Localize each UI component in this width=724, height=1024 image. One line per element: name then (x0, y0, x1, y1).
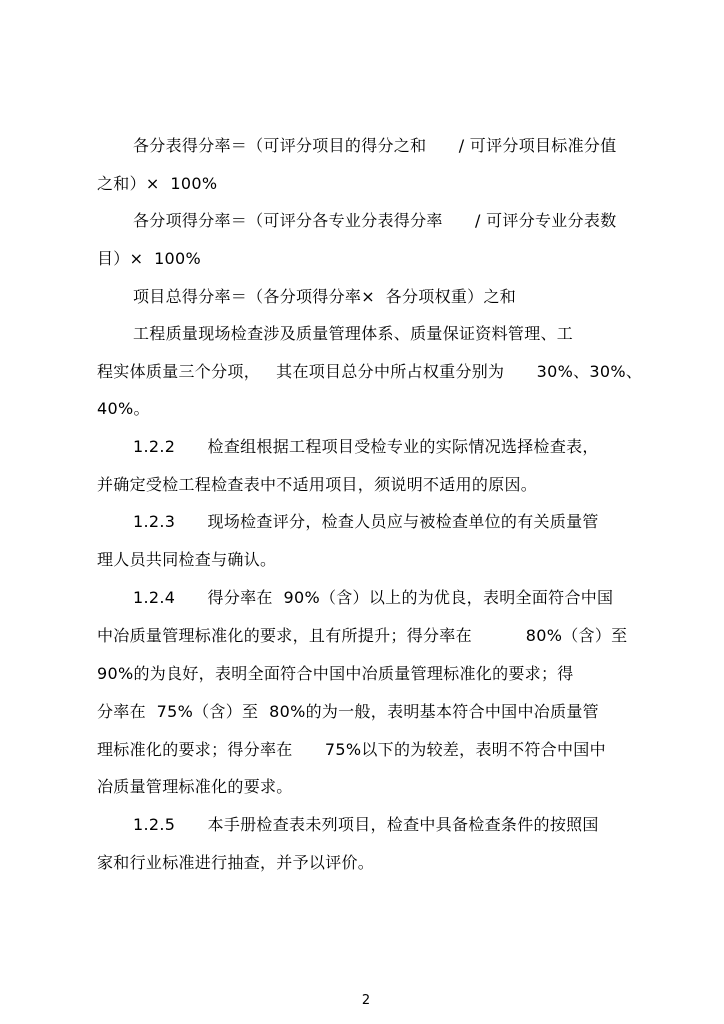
page-number: 2 (361, 993, 371, 1008)
paragraph-line: 冶质量管理标准化的要求。 (97, 777, 293, 796)
paragraph-line: 程实体质量三个分项， 其在项目总分中所占权重分别为 30%、30%、 (97, 362, 643, 381)
paragraph-line: 之和）× 100% (97, 174, 218, 193)
paragraph-line: 90%的为良好，表明全面符合中国中冶质量管理标准化的要求；得 (97, 664, 574, 683)
paragraph-line: 40%。 (97, 399, 150, 418)
paragraph-line: 目）× 100% (97, 249, 202, 268)
paragraph-line: 分率在 75%（含）至 80%的为一般，表明基本符合中国中冶质量管 (97, 702, 599, 721)
paragraph-line: 1.2.3 现场检查评分，检查人员应与被检查单位的有关质量管 (133, 512, 599, 531)
paragraph-line: 中冶质量管理标准化的要求，且有所提升；得分率在 80%（含）至 (97, 626, 628, 645)
paragraph-line: 项目总得分率＝（各分项得分率× 各分项权重）之和 (133, 287, 517, 306)
paragraph-line: 1.2.2 检查组根据工程项目受检专业的实际情况选择检查表， (133, 437, 599, 456)
paragraph-line: 并确定受检工程检查表中不适用项目，须说明不适用的原因。 (97, 475, 538, 494)
paragraph-line: 理标准化的要求；得分率在 75%以下的为较差，表明不符合中国中 (97, 740, 606, 759)
paragraph-line: 各分表得分率＝（可评分项目的得分之和 / 可评分项目标准分值 (133, 136, 617, 155)
paragraph-line: 家和行业标准进行抽查，并予以评价。 (97, 853, 375, 872)
paragraph-line: 理人员共同检查与确认。 (97, 550, 277, 569)
paragraph-line: 各分项得分率＝（可评分各专业分表得分率 / 可评分专业分表数 (133, 211, 617, 230)
paragraph-line: 工程质量现场检查涉及质量管理体系、质量保证资料管理、工 (133, 324, 574, 343)
paragraph-line: 1.2.5 本手册检查表未列项目，检查中具备检查条件的按照国 (133, 815, 599, 834)
paragraph-line: 1.2.4 得分率在 90%（含）以上的为优良，表明全面符合中国 (133, 588, 614, 607)
